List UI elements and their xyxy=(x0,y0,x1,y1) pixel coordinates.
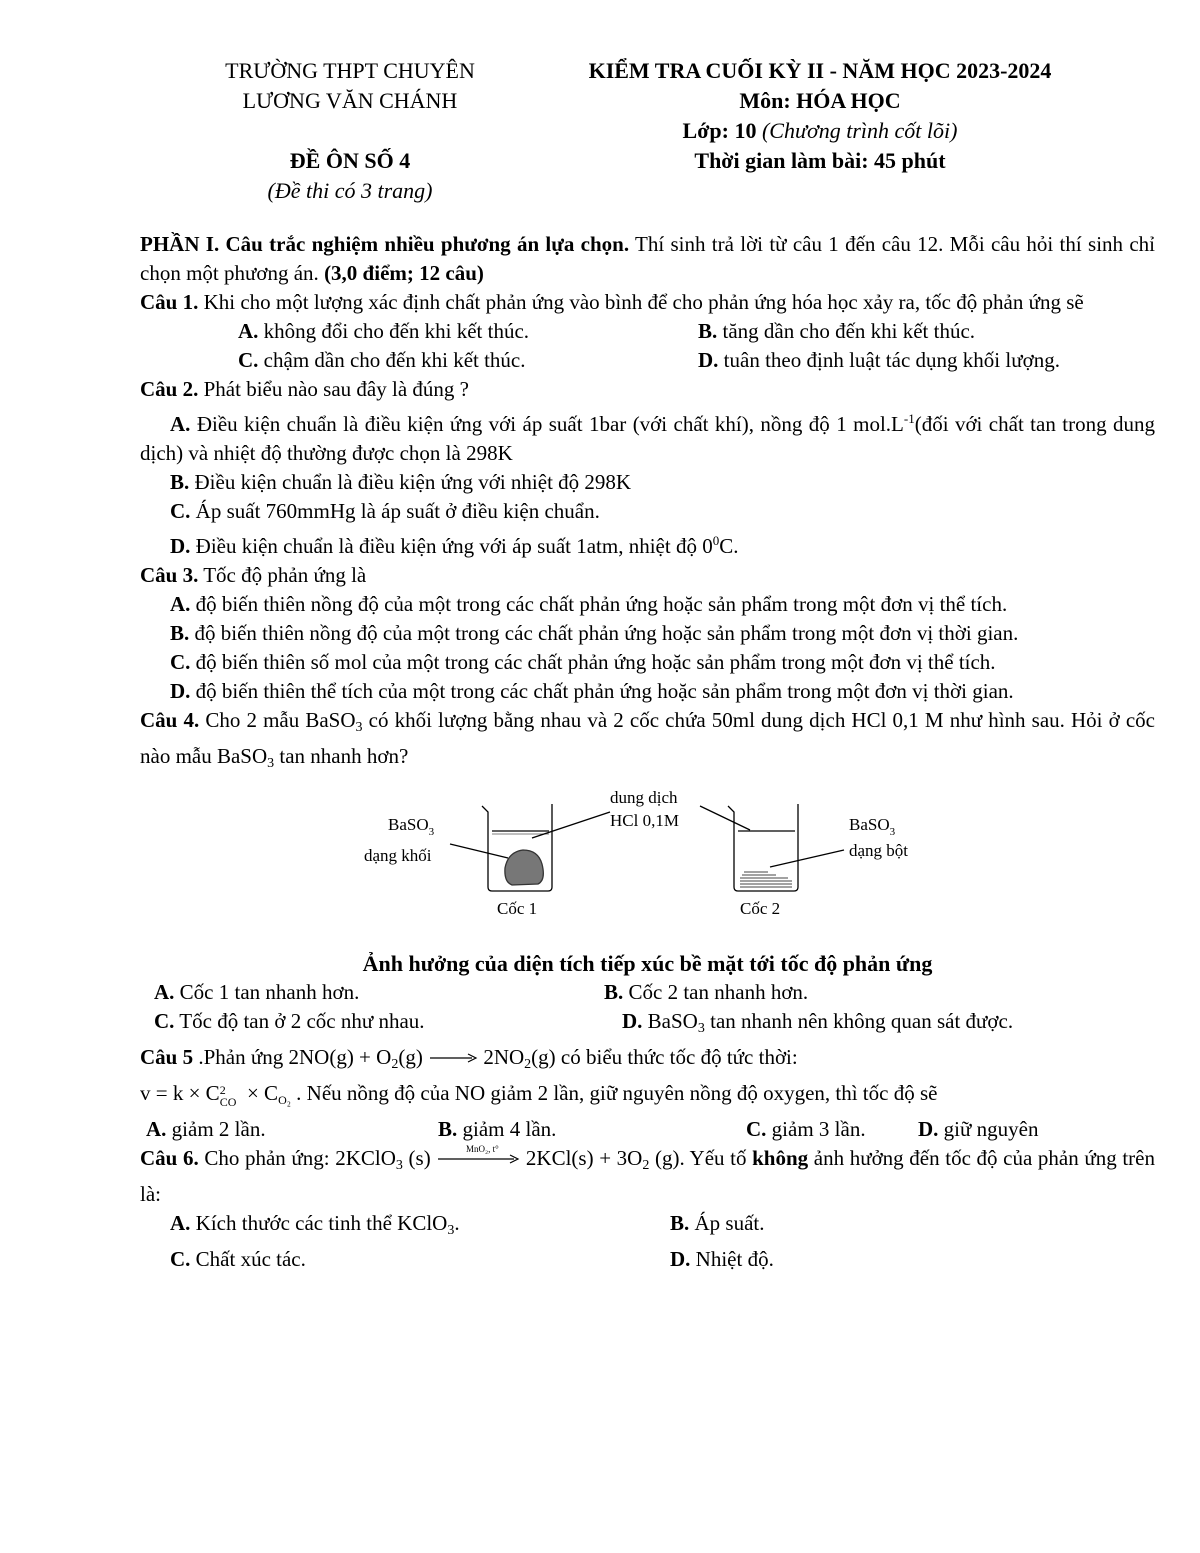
fig-left-baso3: BaSO$_3$ xyxy=(388,815,435,838)
q4-sub-1: 3 xyxy=(355,720,363,735)
q3-a-key: A. xyxy=(170,592,191,616)
q2-c-key: C. xyxy=(170,499,191,523)
q6-d-key: D. xyxy=(670,1247,691,1271)
q5-label: Câu 5 xyxy=(140,1045,194,1069)
header-school-block xyxy=(150,56,550,206)
cup-2-powder xyxy=(740,872,792,887)
school-name-line2: LƯƠNG VĂN CHÁNH xyxy=(242,88,458,113)
q4-a-key: A. xyxy=(154,980,175,1004)
q2-b-key: B. xyxy=(170,470,190,494)
q3-label: Câu 3. xyxy=(140,563,199,587)
q3-d-key: D. xyxy=(170,679,191,703)
grade-label: Lớp: 10 xyxy=(682,118,757,143)
beaker-figure xyxy=(140,784,1155,949)
q5-a-key: A. xyxy=(146,1117,167,1141)
q6-reaction-arrow xyxy=(436,1144,520,1167)
q2-option-d xyxy=(140,526,1155,561)
q1-a-key: A. xyxy=(238,319,259,343)
q2-a-sup: -1 xyxy=(903,411,915,426)
q4-text-3: tan nhanh hơn? xyxy=(274,744,409,768)
q4-d-sub: 3 xyxy=(697,1021,705,1036)
q1-d-key: D. xyxy=(698,348,719,372)
exam-content xyxy=(140,230,1155,1274)
q1-b-key: B. xyxy=(698,319,718,343)
q6-text-2: (s) xyxy=(402,1146,437,1170)
q4-text-2: có khối lượng bằng nhau và 2 cốc chứa 50ml dung dịch HCl 0,1 M như hình sau. Hỏi ở cốc nào mẫu BaSO xyxy=(140,708,1155,768)
pointer-solution-cup1 xyxy=(532,812,610,838)
q1-label: Câu 1. xyxy=(140,290,199,314)
q3-option-d xyxy=(140,677,1155,706)
q6-a-key: A. xyxy=(170,1211,191,1235)
part1-heading xyxy=(140,230,1155,288)
q6-d-text: Nhiệt độ. xyxy=(690,1247,774,1271)
q5-a-text: giảm 2 lần. xyxy=(166,1117,266,1141)
exam-title: KIỂM TRA CUỐI KỲ II - NĂM HỌC 2023-2024 xyxy=(588,58,1052,83)
q3-b-key: B. xyxy=(170,621,190,645)
q5-rate-co: CO xyxy=(219,1095,237,1109)
q3-text: Tốc độ phản ứng là xyxy=(198,563,367,587)
q5-rate-mid: × C xyxy=(241,1081,279,1105)
school-name-line1: TRƯỜNG THPT CHUYÊN xyxy=(225,58,475,83)
question-3 xyxy=(140,561,1155,590)
question-1 xyxy=(140,288,1155,317)
pointer-solution-cup2 xyxy=(700,806,750,830)
q5-rate-expression: v = k × C 2 CO × $C_{O_2}$ . Nếu nồng độ của NO giảm 2 lần, giữ nguyên nồng độ oxygen, thì tốc độ sẽ xyxy=(140,1079,1155,1115)
q2-option-a xyxy=(140,404,1155,468)
header-exam-block xyxy=(540,56,1100,176)
subject: Môn: HÓA HỌC xyxy=(739,88,901,113)
q1-option-c: chậm dần cho đến khi kết thúc. xyxy=(258,348,526,372)
q6-c-text: Chất xúc tác. xyxy=(190,1247,306,1271)
q5-text-4: (g) có biểu thức tốc độ tức thời: xyxy=(531,1045,798,1069)
q5-d-key: D. xyxy=(918,1117,939,1141)
q2-option-c xyxy=(140,497,1155,526)
q1-option-d: tuân theo định luật tác dụng khối lượng. xyxy=(718,348,1060,372)
q2-a-text-2: (đối với chất tan trong dung dịch) và nhiệt độ thường được chọn là 298K xyxy=(140,412,1155,465)
q3-a-text: độ biến thiên nồng độ của một trong các chất phản ứng hoặc sản phẩm trong một đơn vị thể tích. xyxy=(190,592,1008,616)
q4-c-text: Tốc độ tan ở 2 cốc như nhau. xyxy=(174,1009,425,1033)
q1-c-key: C. xyxy=(238,348,259,372)
q4-a-text: Cốc 1 tan nhanh hơn. xyxy=(174,980,360,1004)
q5-text-3: 2NO xyxy=(478,1045,525,1069)
q6-text-1: Cho phản ứng: 2KClO xyxy=(198,1146,396,1170)
part1-points: (3,0 điểm; 12 câu) xyxy=(324,261,484,285)
q6-text-3: 2KCl(s) + 3O xyxy=(520,1146,643,1170)
q1-option-a: không đổi cho đến khi kết thúc. xyxy=(258,319,530,343)
q2-b-text: Điều kiện chuẩn là điều kiện ứng với nhiệt độ 298K xyxy=(189,470,632,494)
q2-a-key: A. xyxy=(170,412,191,436)
question-4 xyxy=(140,706,1155,778)
fig-solution-line1: dung dịch xyxy=(610,788,678,807)
fig-cup1-label: Cốc 1 xyxy=(497,899,538,918)
fig-cup2-label: Cốc 2 xyxy=(740,899,781,918)
q3-option-b xyxy=(140,619,1155,648)
q5-text-1: .Phản ứng 2NO(g) + O xyxy=(193,1045,392,1069)
q2-a-text-1: Điều kiện chuẩn là điều kiện ứng với áp suất 1bar (với chất khí), nồng độ 1 mol.L xyxy=(190,412,904,436)
q5-b-text: giảm 4 lần. xyxy=(457,1117,557,1141)
grade-note: (Chương trình cốt lõi) xyxy=(761,118,958,143)
q6-b-text: Áp suất. xyxy=(689,1211,765,1235)
q3-d-text: độ biến thiên thể tích của một trong các chất phản ứng hoặc sản phẩm trong một đơn vị thời gian. xyxy=(190,679,1014,703)
pointer-left-baso3 xyxy=(450,844,508,858)
q4-sub-2: 3 xyxy=(267,756,275,771)
q3-c-text: độ biến thiên số mol của một trong các chất phản ứng hoặc sản phẩm trong một đơn vị thể tích. xyxy=(190,650,996,674)
q6-b-key: B. xyxy=(670,1211,690,1235)
q6-label: Câu 6. xyxy=(140,1146,199,1170)
q4-text-1: Cho 2 mẫu BaSO xyxy=(199,708,356,732)
q6-a-text-1: Kích thước các tinh thể KClO xyxy=(190,1211,448,1235)
q6-not: không xyxy=(752,1146,809,1170)
q1-text: Khi cho một lượng xác định chất phản ứng vào bình để cho phản ứng hóa học xảy ra, tốc độ phản ứng sẽ xyxy=(198,290,1084,314)
q1-options-row2 xyxy=(140,346,1155,375)
q4-label: Câu 4. xyxy=(140,708,200,732)
question-2 xyxy=(140,375,1155,404)
q5-d-text: giữ nguyên xyxy=(938,1117,1039,1141)
q5-text-2: (g) xyxy=(398,1045,429,1069)
pointer-right-baso3 xyxy=(770,850,844,867)
q2-d-sup: 0 xyxy=(712,533,720,548)
q3-option-a xyxy=(140,590,1155,619)
q4-d-text-1: BaSO xyxy=(642,1009,698,1033)
q2-d-key: D. xyxy=(170,534,191,558)
figure-caption: Ảnh hưởng của diện tích tiếp xúc bề mặt tới tốc độ phản ứng xyxy=(362,951,933,976)
q2-label: Câu 2. xyxy=(140,377,199,401)
q4-b-key: B. xyxy=(604,980,624,1004)
q1-options-row1 xyxy=(140,317,1155,346)
q6-text-5: ảnh hưởng đến tốc độ của phản ứng trên là: xyxy=(140,1146,1155,1206)
beaker-diagram xyxy=(140,784,1155,949)
q2-text: Phát biểu nào sau đây là đúng ? xyxy=(198,377,469,401)
q5-rate-o2: O₂ xyxy=(278,1093,291,1107)
q4-c-key: C. xyxy=(154,1009,175,1033)
duration: Thời gian làm bài: 45 phút xyxy=(694,148,946,173)
q6-catalyst-label: MnO₂, t° xyxy=(466,1144,500,1154)
part1-title: PHẦN I. Câu trắc nghiệm nhiều phương án lựa chọn. xyxy=(140,232,630,256)
q5-c-text: giảm 3 lần. xyxy=(766,1117,866,1141)
q2-c-text: Áp suất 760mmHg là áp suất ở điều kiện chuẩn. xyxy=(190,499,600,523)
q4-d-text-2: tan nhanh nên không quan sát được. xyxy=(704,1009,1014,1033)
part1-instruction: Thí sinh trả lời từ câu 1 đến câu 12. Mỗi câu hỏi thí sinh chỉ chọn một phương án. xyxy=(140,232,1155,285)
question-5: Câu 5 .Phản ứng $2NO(g) + O_2(g)$ $2NO_2(g)$ có biểu thức tốc độ tức thời: xyxy=(140,1045,798,1072)
q6-text-4: (g). Yếu tố xyxy=(649,1146,753,1170)
q6-c-key: C. xyxy=(170,1247,191,1271)
q1-option-b: tăng dần cho đến khi kết thúc. xyxy=(717,319,976,343)
exam-code: ĐỀ ÔN SỐ 4 xyxy=(289,148,411,173)
fig-left-form: dạng khối xyxy=(364,846,432,865)
q4-options-row2 xyxy=(140,1007,1155,1043)
q2-d-text-1: Điều kiện chuẩn là điều kiện ứng với áp suất 1atm, nhiệt độ 0 xyxy=(190,534,713,558)
q5-b-key: B. xyxy=(438,1117,458,1141)
q2-option-b xyxy=(140,468,1155,497)
fig-right-baso3: BaSO$_3$ xyxy=(849,815,896,838)
page-note: (Đề thi có 3 trang) xyxy=(267,178,433,203)
q5-rate-tail: . Nếu nồng độ của NO giảm 2 lần, giữ nguyên nồng độ oxygen, thì tốc độ sẽ xyxy=(290,1081,938,1105)
q2-d-text-2: C. xyxy=(719,534,739,558)
q6-options-row1: A. Kích thước các tinh thể KClO$_3$. B. Áp suất. xyxy=(170,1211,765,1238)
q3-option-c xyxy=(140,648,1155,677)
q5-reaction-arrow xyxy=(428,1045,478,1065)
q4-b-text: Cốc 2 tan nhanh hơn. xyxy=(623,980,809,1004)
q5-rate-v: v = k × C xyxy=(140,1081,220,1105)
q6-options-row2 xyxy=(140,1245,1155,1274)
q6-a-text-2: . xyxy=(454,1211,460,1235)
q5-c-key: C. xyxy=(746,1117,767,1141)
question-6: Câu 6. Cho phản ứng: 2KClO$_3$ (s) MnO₂, t° $2KCl(s) + 3O_2$ (g). Yếu tố không ảnh hưởng đến tốc độ của phản ứng trên là: xyxy=(140,1144,1155,1206)
q4-d-key: D. xyxy=(622,1009,643,1033)
q4-options-row1 xyxy=(140,978,1155,1007)
fig-right-form: dạng bột xyxy=(849,841,909,860)
q3-b-text: độ biến thiên nồng độ của một trong các chất phản ứng hoặc sản phẩm trong một đơn vị thời gian. xyxy=(189,621,1019,645)
cup-1-solid-lump xyxy=(505,850,543,885)
fig-solution-line2: HCl 0,1M xyxy=(610,811,679,830)
q3-c-key: C. xyxy=(170,650,191,674)
q5-options xyxy=(140,1115,1155,1144)
